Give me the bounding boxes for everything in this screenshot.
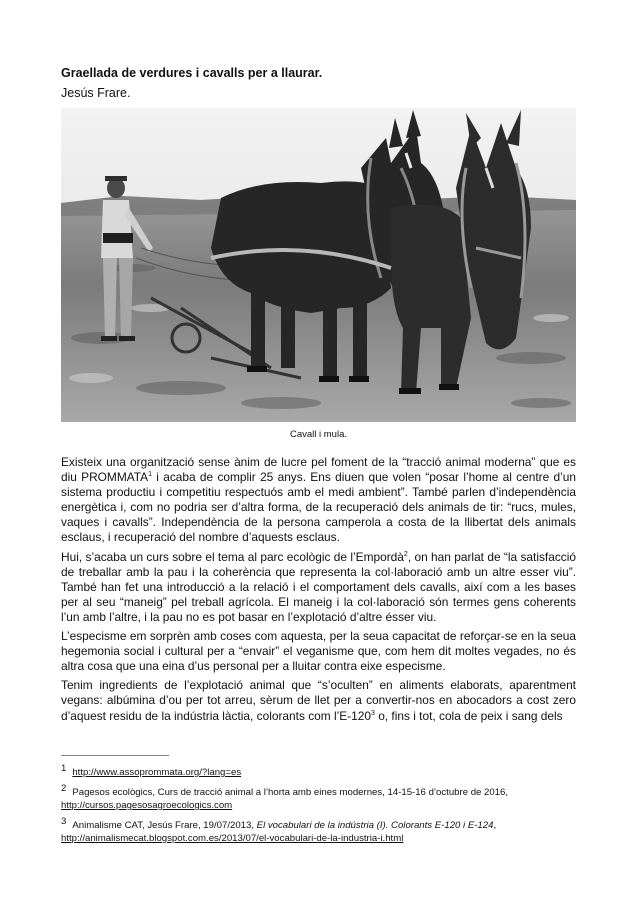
footnote-ref[interactable]: 3 [370,709,375,717]
article-body [61,455,576,728]
footnote-2: $^2$ Pagesos ecològics, Curs de tracció animal a l’horta amb eines modernes, 14-15-16 d’octubre de 2016, http://cursos.pagesosagroecologics.com [61,782,509,811]
photo-horse-and-mule [61,108,576,422]
document-title: Graellada de verdures i cavalls per a llaurar. [61,66,323,80]
footnote-link[interactable]: http://animalismecat.blogspot.com.es/2013/07/el-vocabulari-de-la-industria-i.html [61,833,404,844]
footnote-ref[interactable]: 1 [148,471,153,479]
paragraph: Hui, s’acaba un curs sobre el tema al parc ecològic de l’Empordà$^2$, on han parlat de “la satisfacció de treballar amb la pau i la coherència que representa la col·laboració amb un altre esser viu”. També han fet una introducció a la relació i el comportament dels cavalls, així com a les bases per al seu “maneig” pel treball agrícola. El maneig i la col·laboració són termes gens coherents l’un amb l’altre, i la pau no es pot basar en l’explotació d’altre ésser viu. [61,549,576,624]
footnote-link[interactable]: http://www.assoprommata.org/?lang=es [72,767,242,778]
footnote-ref[interactable]: 2 [403,550,408,558]
paragraph: Existeix una organització sense ànim de lucre pel foment de la “tracció animal moderna” que es diu PROMMATA$^1$ i acaba de complir 25 anys. Ens diuen que volen “posar l’home al centre d’un sistema productiu i competitiu respectuós amb el medi ambient”. També parlen d’independència energètica i, com no podria ser d’altra forma, de la recuperació dels animals de tir: “rucs, mules, vaques i cavalls”. Independència de la persona camperola a costa de la llibertat dels animals esclaus, i recuperació del nombre d’aquests esclaus. [61,455,577,545]
footnote-1: $^1$ http://www.assoprommata.org/?lang=es [61,762,242,778]
footnote-link[interactable]: http://cursos.pagesosagroecologics.com [61,800,233,811]
footnote-3: $^3$ Animalisme CAT, Jesús Frare, 19/07/2013, El vocabulari de la indústria (I). Colorants E-120 i E-124, http://animalismecat.blogspot.com.es/2013/07/el-vocabulari-de-la-industria-i.html [61,815,497,844]
footnote-divider [61,755,169,756]
paragraph: L’especisme em sorprèn amb coses com aquesta, per la seua capacitat de reforçar-se en la seua hegemonia social i cultural per a “envair” el veganisme que, com hem dit moltes vegades, no és altra cosa que una eina d’us personal per a lluitar contra eixe especisme. [61,629,576,674]
photo-caption: Cavall i mula. [289,429,348,440]
document-author: Jesús Frare. [61,86,131,100]
paragraph: Tenim ingredients de l’explotació animal que “s’oculten” en aliments elaborats, aparentment vegans: albúmina d’ou per tot arreu, sèrum de llet per a convertir-nos en abocadors a cost zero d’aquest residu de la indústria làctia, colorants com $l’E-120^3$ o, fins i tot, cola de peix i sang dels [61,678,576,723]
